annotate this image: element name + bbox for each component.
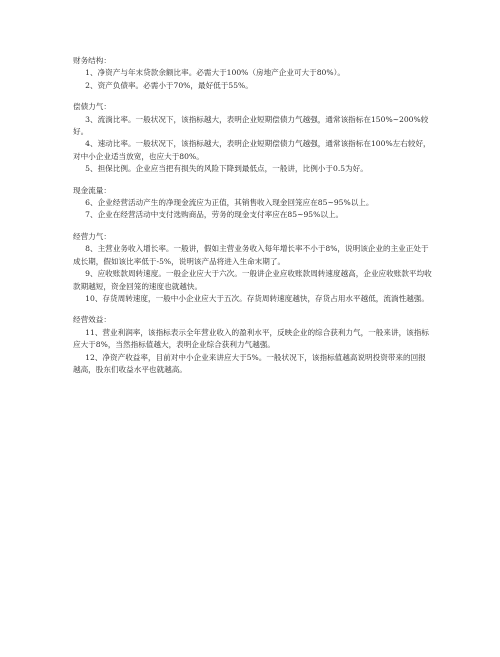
- section-heading: 财务结构：: [73, 56, 111, 65]
- paragraph: 2、资产负债率。必需小于70%，最好低于55%。: [85, 80, 253, 90]
- section-financial-structure: [73, 55, 433, 92]
- paragraph: 8、主营业务收入增长率。一般讲，假如主营业务收入每年增长率不小于8%，说明该企业的主业正处于成长期，假如该比率低于-5%，说明该产品将进入生命末期了。: [73, 244, 429, 266]
- section-operating-capacity: [73, 231, 433, 305]
- paragraph: 1、净资产与年末贷款余额比率。必需大于100%（房地产企业可大于80%）。: [85, 68, 345, 78]
- paragraph: 11、营业利润率，该指标表示全年营业收入的盈利水平，反映企业的综合获利力气，一般来讲，该指标应大于8%，当然指标值越大，表明企业综合获利力气越强。: [73, 327, 429, 350]
- paragraph: 10、存货周转速度，一般中小企业应大于五次。存货周转速度越快，存货占用水平越低，流淌性越强。: [85, 293, 429, 303]
- section-heading: 经营力气：: [73, 231, 111, 241]
- paragraph: 5、担保比例。企业应当把有损失的风险下降到最低点，一般讲，比例小于0.5为好。: [85, 164, 368, 174]
- section-solvency: [73, 101, 433, 175]
- section-operating-efficiency: [73, 314, 433, 376]
- paragraph: 12、净资产收益率，目前对中小企业来讲应大于5%。一般状况下，该指标值越高说明投资带来的回报越高，股东们收益水平也就越高。: [73, 352, 426, 374]
- section-heading: 现金流量：: [73, 185, 111, 195]
- paragraph: 9、应收账款周转速度。一般企业应大于六次。一般讲企业应收账款周转速度越高，企业应收账款平均收款期越短，资金回笼的速度也就越快。: [73, 269, 432, 291]
- section-heading: 经营效益：: [73, 315, 111, 325]
- paragraph: 3、流淌比率。一般状况下，该指标越大，表明企业短期偿债力气越强，通常该指标在150%~200%较好。: [73, 114, 429, 137]
- paragraph: 4、速动比率。一般状况下，该指标越大，表明企业短期偿债力气越强，通常该指标在100%左右较好，对中小企业适当放宽，也应大于80%。: [73, 139, 431, 161]
- paragraph: 7、企业在经营活动中支付选购商品，劳务的现金支付率应在85~95%以上。: [85, 210, 344, 220]
- paragraph: 6、企业经营活动产生的净现金流应为正值，其销售收入现金回笼应在85~95%以上。: [85, 198, 374, 208]
- section-heading: 偿债力气：: [73, 102, 111, 112]
- section-cash-flow: [73, 185, 433, 222]
- document-page: [73, 55, 433, 376]
